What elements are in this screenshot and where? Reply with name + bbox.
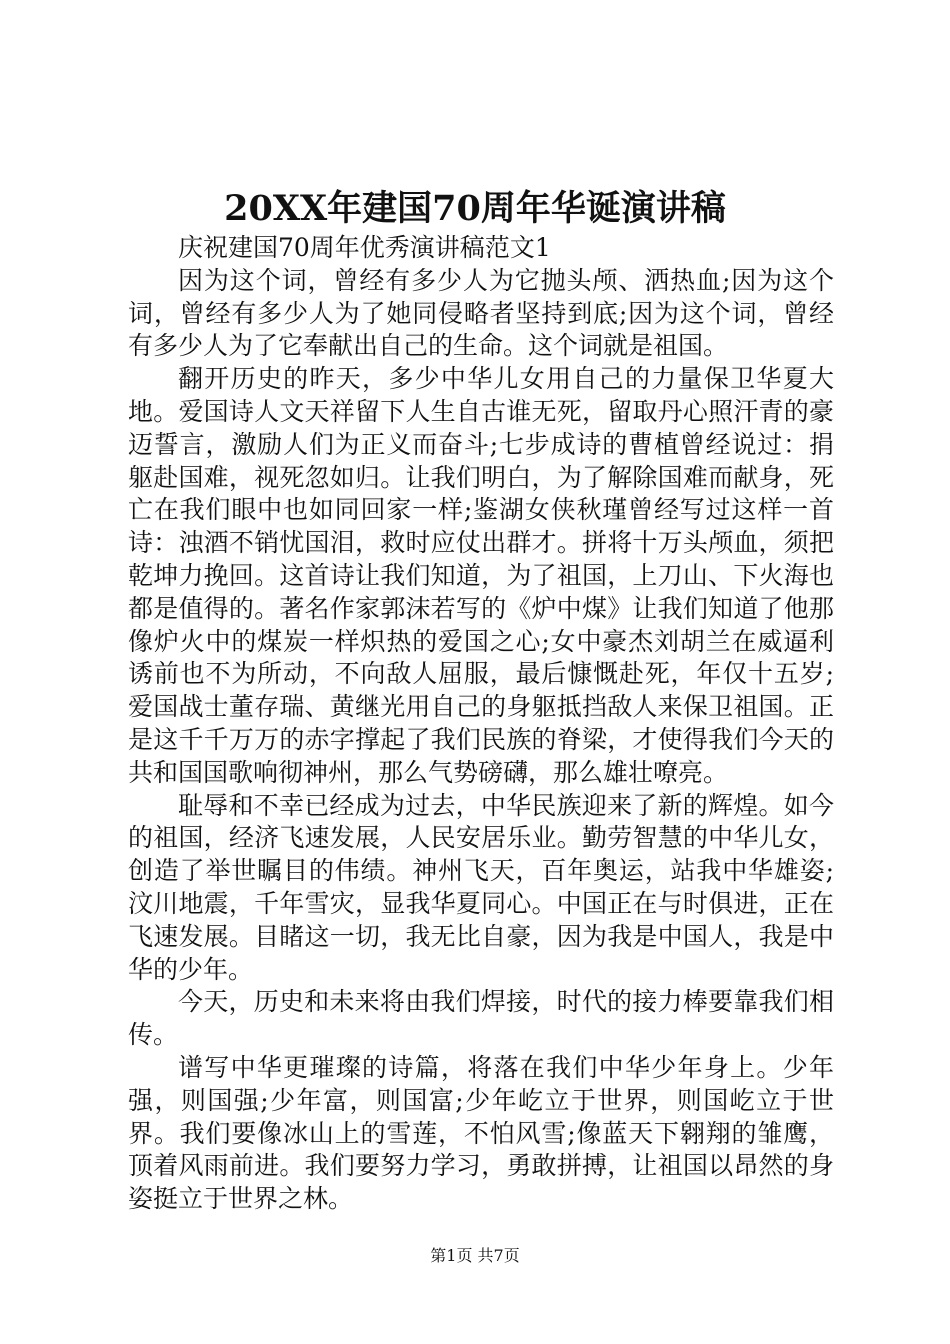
document-body bbox=[128, 232, 834, 1216]
paragraph: 耻辱和不幸已经成为过去，中华民族迎来了新的辉煌。如今的祖国，经济飞速发展，人民安居乐业。勤劳智慧的中华儿女，创造了举世瞩目的伟绩。神州飞天，百年奥运，站我中华雄姿;汶川地震，千年雪灾，显我华夏同心。中国正在与时俱进，正在飞速发展。目睹这一切，我无比自豪，因为我是中国人，我是中华的少年。 bbox=[128, 790, 834, 984]
paragraph: 翻开历史的昨天，多少中华儿女用自己的力量保卫华夏大地。爱国诗人文天祥留下人生自古谁无死，留取丹心照汗青的豪迈誓言，激励人们为正义而奋斗;七步成诗的曹植曾经说过：捐躯赴国难，视死忽如归。让我们明白，为了解除国难而献身，死亡在我们眼中也如同回家一样;鉴湖女侠秋瑾曾经写过这样一首诗：浊酒不销忧国泪，救时应仗出群才。拼将十万头颅血，须把乾坤力挽回。这首诗让我们知道，为了祖国，上刀山、下火海也都是值得的。著名作家郭沫若写的《炉中煤》让我们知道了他那像炉火中的煤炭一样炽热的爱国之心;女中豪杰刘胡兰在威逼利诱前也不为所动，不向敌人屈服，最后慷慨赴死，年仅十五岁;爱国战士董存瑞、黄继光用自己的身躯抵挡敌人来保卫祖国。正是这千千万万的赤字撑起了我们民族的脊梁，才使得我们今天的共和国国歌响彻神州，那么气势磅礴，那么雄壮嘹亮。 bbox=[128, 364, 834, 787]
paragraph: 因为这个词，曾经有多少人为它抛头颅、洒热血;因为这个词，曾经有多少人为了她同侵略者坚持到底;因为这个词，曾经有多少人为了它奉献出自己的生命。这个词就是祖国。 bbox=[128, 265, 834, 361]
document-title: 20XX年建国70周年华诞演讲稿 bbox=[224, 188, 726, 229]
section-heading: 庆祝建国70周年优秀演讲稿范文1 bbox=[178, 233, 551, 262]
paragraph: 今天，历史和未来将由我们焊接，时代的接力棒要靠我们相传。 bbox=[128, 987, 834, 1050]
page-number: 第1页 共7页 bbox=[430, 1246, 520, 1265]
paragraph: 谱写中华更璀璨的诗篇，将落在我们中华少年身上。少年强，则国强;少年富，则国富;少年屹立于世界，则国屹立于世界。我们要像冰山上的雪莲，不怕风雪;像蓝天下翱翔的雏鹰，顶着风雨前进。我们要努力学习，勇敢拼搏，让祖国以昂然的身姿挺立于世界之林。 bbox=[128, 1052, 834, 1214]
